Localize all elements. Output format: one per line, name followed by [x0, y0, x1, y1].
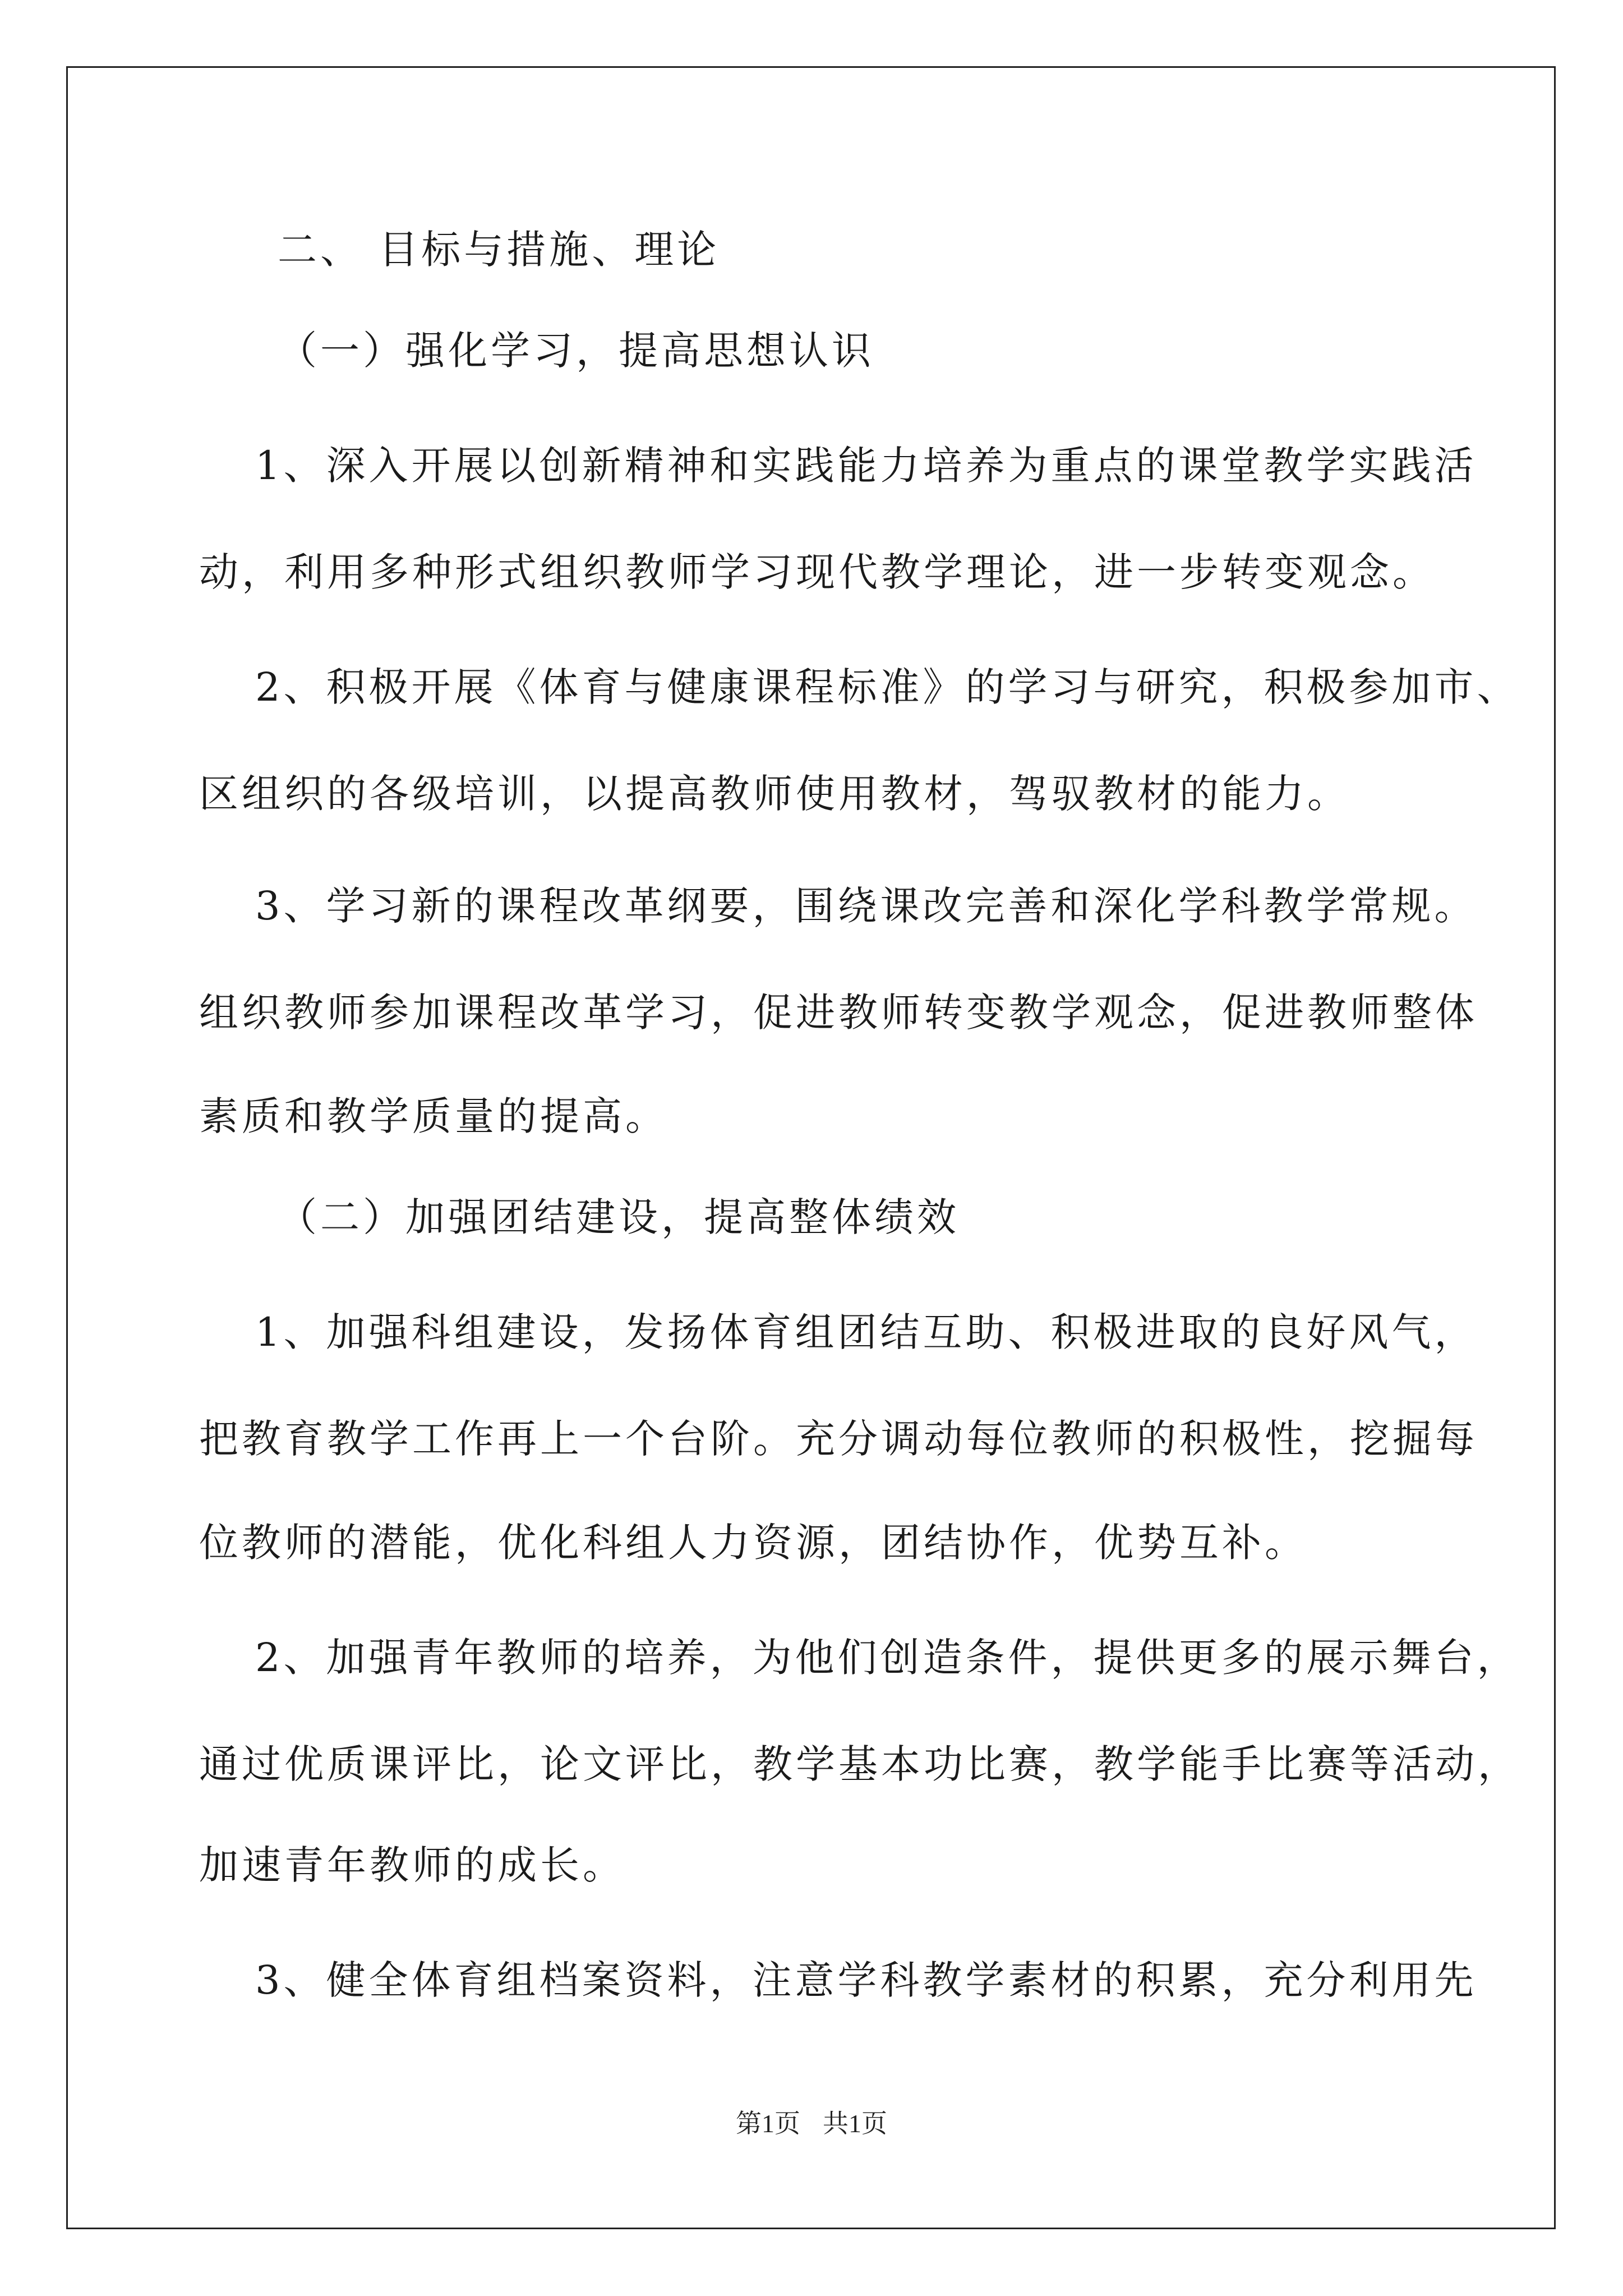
- page-number-total: 共1页: [823, 2109, 887, 2138]
- page-border: [66, 66, 1556, 2229]
- paragraph-line: 位教师的潜能，优化科组人力资源，团结协作，优势互补。: [199, 1520, 1307, 1566]
- subsection-heading: （二）加强团结建设，提高整体绩效: [278, 1194, 960, 1240]
- page-footer: [0, 2107, 1623, 2141]
- paragraph-line: 把教育教学工作再上一个台阶。充分调动每位教师的积极性，挖掘每: [199, 1416, 1478, 1462]
- paragraph-line: 组织教师参加课程改革学习，促进教师转变教学观念，促进教师整体: [199, 990, 1478, 1036]
- paragraph-line: 区组织的各级培训，以提高教师使用教材，驾驭教材的能力。: [199, 771, 1350, 817]
- paragraph-line: 动，利用多种形式组织教师学习现代教学理论，进一步转变观念。: [199, 549, 1435, 595]
- paragraph-line: 加速青年教师的成长。: [199, 1842, 625, 1888]
- section-heading: 二、 目标与措施、理论: [278, 227, 720, 273]
- paragraph-line: 3、学习新的课程改革纲要，围绕课改完善和深化学科教学常规。: [255, 883, 1477, 929]
- paragraph-line: 通过优质课评比，论文评比，教学基本功比赛，教学能手比赛等活动，: [199, 1741, 1520, 1787]
- paragraph-line: 2、加强青年教师的培养，为他们创造条件，提供更多的展示舞台，: [255, 1635, 1520, 1681]
- subsection-heading: （一）强化学习，提高思想认识: [278, 328, 874, 374]
- paragraph-line: 3、健全体育组档案资料，注意学科教学素材的积累，充分利用先: [255, 1957, 1477, 2003]
- page-number-current: 第1页: [736, 2109, 800, 2138]
- paragraph-line: 2、积极开展《体育与健康课程标准》的学习与研究，积极参加市、: [255, 664, 1520, 710]
- paragraph-line: 1、加强科组建设，发扬体育组团结互助、积极进取的良好风气，: [255, 1309, 1477, 1355]
- paragraph-line: 素质和教学质量的提高。: [199, 1093, 668, 1139]
- paragraph-line: 1、深入开展以创新精神和实践能力培养为重点的课堂教学实践活: [255, 443, 1477, 489]
